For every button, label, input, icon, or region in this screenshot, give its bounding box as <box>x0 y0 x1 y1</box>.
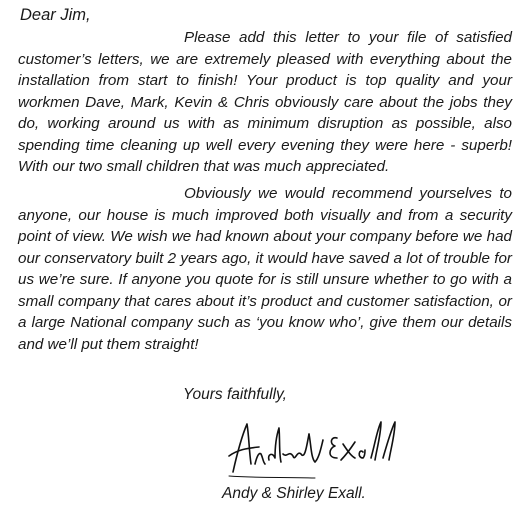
letter-closing: Yours faithfully, <box>183 386 287 403</box>
letter-salutation: Dear Jim, <box>20 6 91 24</box>
handwritten-signature <box>225 414 405 480</box>
letter-paragraph-2: Obviously we would recommend yourselves to anyone, our house is much improved both visually and from a security point of view. We wish we had known about your company before we had our conservatory built 2 years ago, it would have saved a lot of trouble for us we’re sure. If anyone you quote for is still unsure whether to go with a small company that cares about it’s product and customer satisfaction, or a large National company such as ‘you know who’, give them our details and we’ll put them straight! <box>18 185 512 353</box>
letter-paragraph-1: Please add this letter to your file of satisfied customer’s letters, we are extremely pleased with everything about the installation from start to finish! Your product is top quality and your workmen Dave, Mark, Kevin & Chris obviously care about the jobs they do, working around us with as minimum disruption as possible, also spending time cleaning up well every evening they were here - superb! With our two small children that was much appreciated. <box>18 29 512 175</box>
letter-signer: Andy & Shirley Exall. <box>222 485 366 502</box>
